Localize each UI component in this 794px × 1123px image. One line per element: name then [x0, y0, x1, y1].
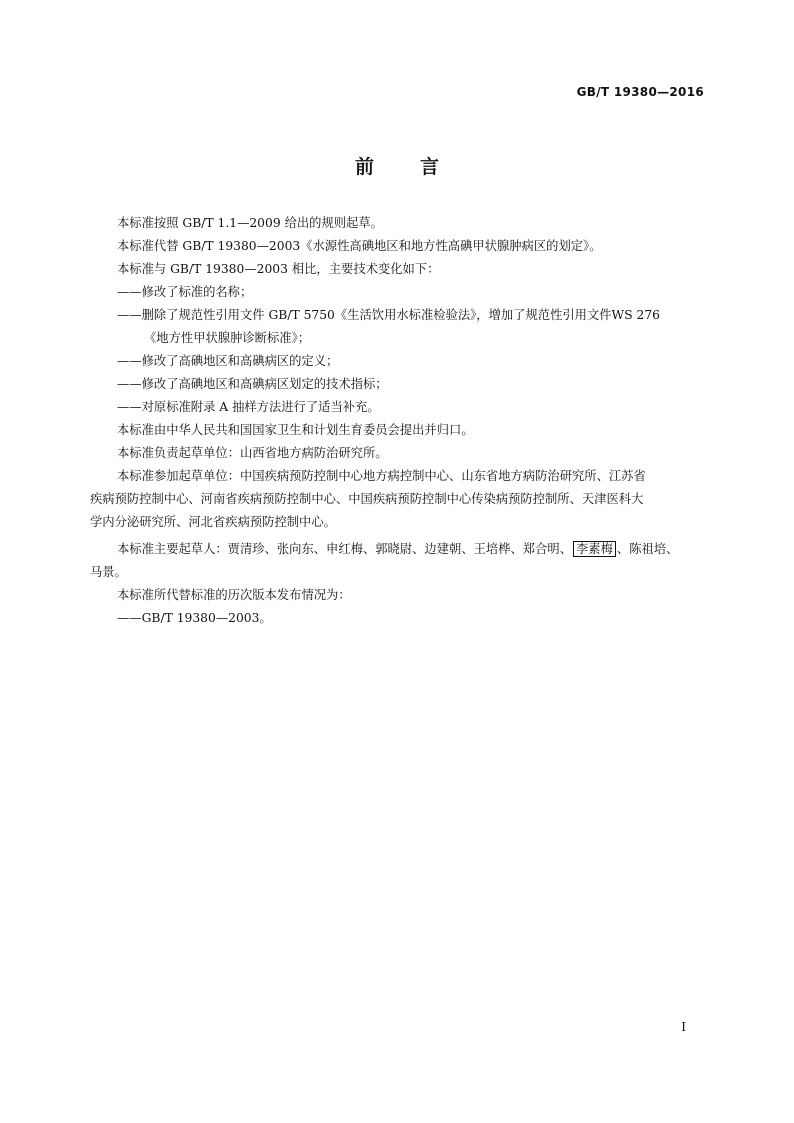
paragraph-version-history: 本标准所代替标准的历次版本发布情况为： [117, 588, 351, 602]
page-title [0, 152, 794, 179]
paragraph-replaces: 本标准代替 GB/T 19380—2003《水源性高碘地区和地方性高碘甲状腺肿病区的划定》。 [117, 239, 602, 253]
change-item-4: ——修改了高碘地区和高碘病区划定的技术指标； [117, 377, 388, 391]
title-char-1: 前 [354, 156, 374, 178]
paragraph-participating-units-line2: 疾病预防控制中心、河南省疾病预防控制中心、中国疾病预防控制中心传染病预防控制所、天津医科大 [90, 492, 644, 506]
drafters-names-end: 、陈祖培、 [616, 542, 679, 556]
change-item-2-continued: 《地方性甲状腺肿诊断标准》； [144, 331, 311, 345]
paragraph-drafters-line2: 马景。 [90, 565, 127, 579]
document-code: GB/T 19380—2016 [576, 85, 704, 99]
paragraph-drafters-line1 [117, 538, 678, 560]
paragraph-responsible-unit: 本标准负责起草单位：山西省地方病防治研究所。 [117, 446, 388, 460]
title-char-2: 言 [420, 156, 440, 178]
boxed-drafter-name: 李素梅 [573, 541, 616, 557]
paragraph-participating-units-line1: 本标准参加起草单位：中国疾病预防控制中心地方病控制中心、山东省地方病防治研究所、江苏省 [117, 469, 646, 483]
paragraph-proposer: 本标准由中华人民共和国国家卫生和计划生育委员会提出并归口。 [117, 423, 474, 437]
paragraph-drafting-rules: 本标准按照 GB/T 1.1—2009 给出的规则起草。 [117, 216, 383, 230]
paragraph-participating-units-line3: 学内分泌研究所、河北省疾病预防控制中心。 [90, 515, 336, 529]
change-item-5: ——对原标准附录 A 抽样方法进行了适当补充。 [117, 400, 380, 414]
paragraph-changes-intro: 本标准与 GB/T 19380—2003 相比，主要技术变化如下： [117, 262, 440, 276]
history-item-1: ——GB/T 19380—2003。 [117, 611, 272, 625]
change-item-2: ——删除了规范性引用文件 GB/T 5750《生活饮用水标准检验法》，增加了规范性引用文件WS 276 [117, 308, 661, 322]
change-item-1: ——修改了标准的名称； [117, 285, 253, 299]
drafters-names: 本标准主要起草人：贾清珍、张向东、申红梅、郭晓尉、边建朝、王培桦、郑合明、 [117, 542, 572, 556]
change-item-3: ——修改了高碘地区和高碘病区的定义； [117, 354, 339, 368]
page-number: I [681, 1020, 686, 1034]
